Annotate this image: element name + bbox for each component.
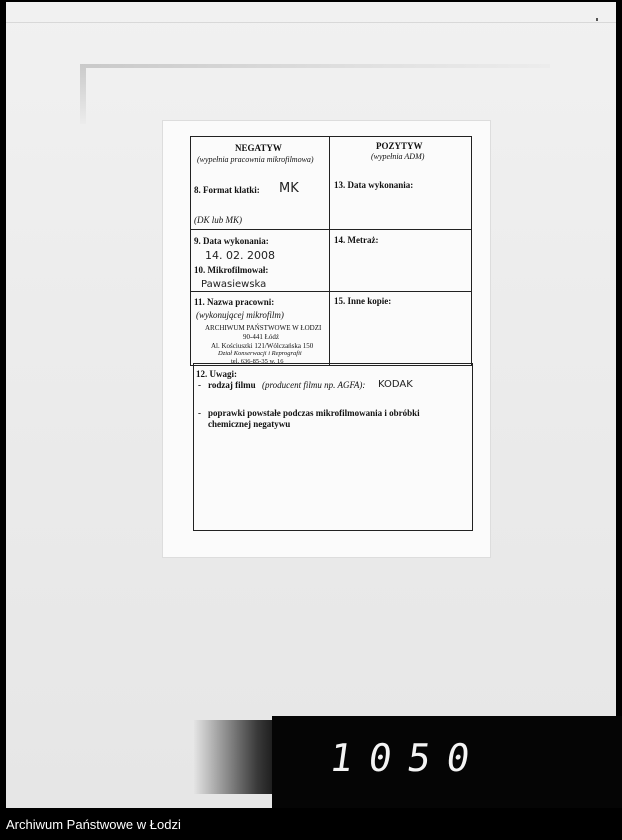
remarks-box [193,363,473,531]
remark-2-text: poprawki powstałe podczas mikrofilmowania i obróbki chemicznej negatywu [208,408,420,429]
field-13-label: 13. Data wykonania: [334,180,414,190]
field-12-label: 12. Uwagi: [196,369,237,379]
counter-shadow [194,720,284,794]
pozytyw-title: POZYTYW [376,141,423,151]
field-14-label: 14. Metraż: [334,235,379,245]
negatyw-subtitle: (wypełnia pracownia mikrofilmowa) [197,155,314,164]
field-8-value: MK [279,181,299,196]
field-8-hint: (DK lub MK) [194,215,242,225]
field-9-value: 14. 02. 2008 [205,249,275,262]
stamp-line: Dział Konserwacji i Reprografii [218,350,302,357]
field-11-label: 11. Nazwa pracowni: [194,297,275,307]
remark-1-label: rodzaj filmu [208,380,256,390]
stamp-line: ARCHIWUM PAŃSTWOWE W ŁODZI [205,324,322,332]
stamp-line: tel. 636-85-35 w. 16 [231,358,284,365]
field-15-label: 15. Inne kopie: [334,296,392,306]
remark-1-hint: (producent filmu np. AGFA): [262,380,366,390]
microfilm-form-card [162,120,491,558]
scan-line [6,22,616,23]
field-8-label: 8. Format klatki: [194,185,260,195]
pozytyw-subtitle: (wypełnia ADM) [371,152,425,161]
bullet-2: - [198,408,201,418]
field-11-subtitle: (wykonującej mikrofilm) [196,310,284,320]
footer-label: Archiwum Państwowe w Łodzi [6,817,181,832]
negatyw-title: NEGATYW [235,143,282,153]
grid-divider [191,291,471,292]
remark-1-value: KODAK [378,379,413,390]
grid-divider [329,137,330,365]
field-9-label: 9. Data wykonania: [194,236,269,246]
bullet-1: - [198,380,201,390]
scan-speck [596,18,598,21]
frame-counter: 1050 [326,736,489,780]
form-grid [190,136,472,366]
field-10-label: 10. Mikrofilmował: [194,265,269,275]
stamp-line: Al. Kościuszki 121/Wólczańska 150 [211,342,314,350]
stamp-line: 90-441 Łódź [243,333,279,341]
scan-edge-shadow [80,64,550,68]
grid-divider [191,229,471,230]
scan-edge-shadow-vertical [80,64,86,124]
field-10-value: Pawasiewska [201,279,267,290]
